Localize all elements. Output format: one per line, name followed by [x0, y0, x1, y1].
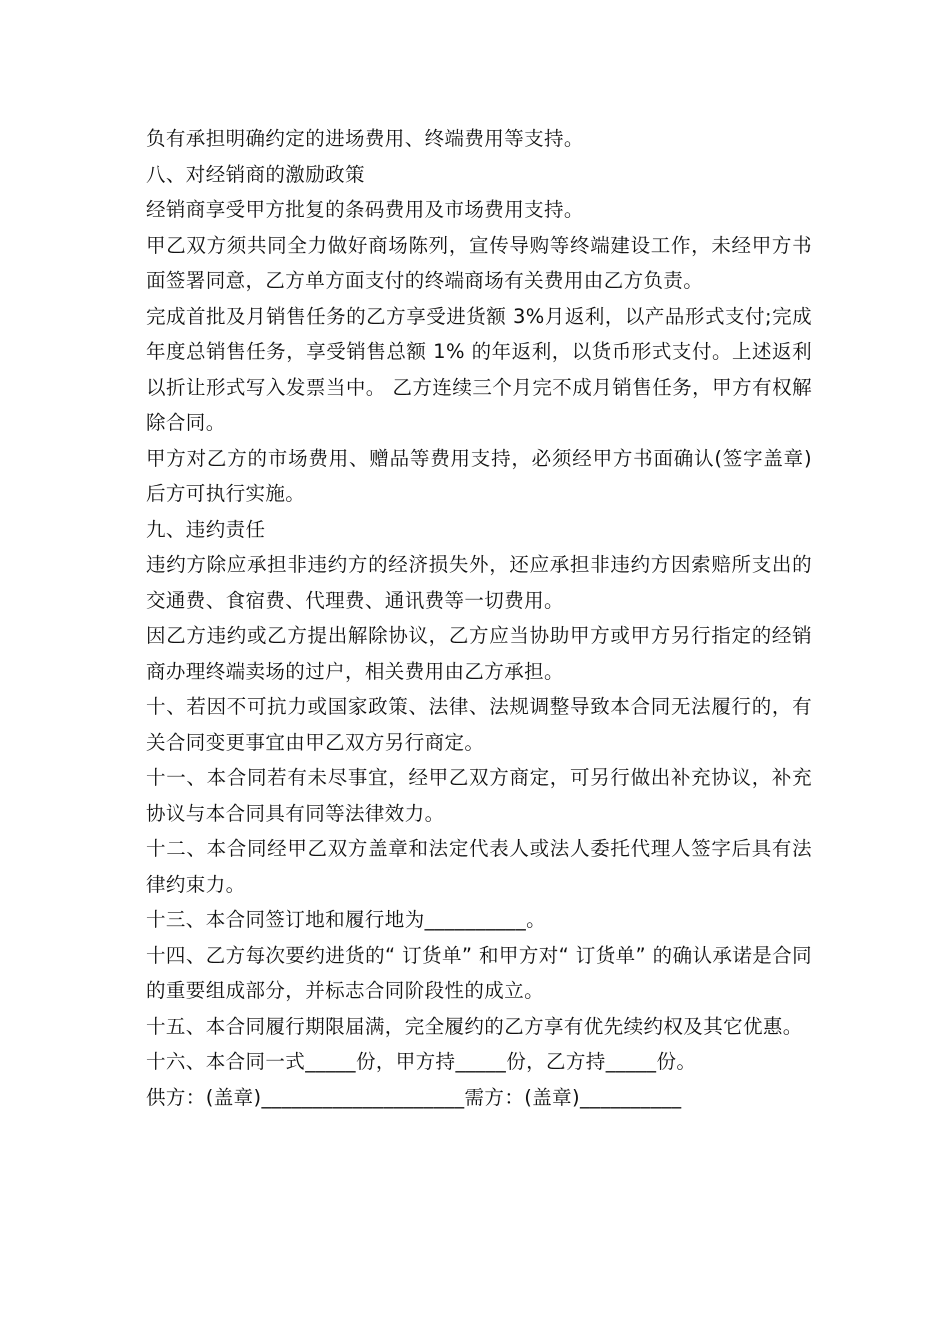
paragraph-rebates: 完成首批及月销售任务的乙方享受进货额 3%月返利，以产品形式支付;完成年度总销售任务，享受销售总额 1% 的年返利，以货币形式支付。上述返利以折让形式写入发票当中。 乙方连续三个月完不成月销售任务，甲方有权解除合同。 — [146, 304, 812, 434]
clause-order-form: 十四、乙方每次要约进货的“ 订货单” 和甲方对“ 订货单” 的确认承诺是合同的重要组成部分，并标志合同阶段性的成立。 — [146, 943, 812, 1002]
paragraph-store-display: 甲乙双方须共同全力做好商场陈列，宣传导购等终端建设工作，未经甲方书面签署同意，乙方单方面支付的终端商场有关费用由乙方负责。 — [146, 233, 812, 292]
clause-renewal-priority: 十五、本合同履行期限届满，完全履约的乙方享有优先续约权及其它优惠。 — [146, 1014, 803, 1038]
clause-signing-place: 十三、本合同签订地和履行地为__________。 — [146, 908, 547, 931]
paragraph-fee-support: 负有承担明确约定的进场费用、终端费用等支持。 — [146, 127, 584, 150]
section-heading-liability: 九、违约责任 — [146, 517, 266, 541]
clause-copies: 十六、本合同一式_____份，甲方持_____份，乙方持_____份。 — [146, 1050, 697, 1073]
section-heading-incentives: 八、对经销商的激励政策 — [146, 162, 365, 186]
clause-effectiveness: 十二、本合同经甲乙双方盖章和法定代表人或法人委托代理人签字后具有法律约束力。 — [146, 837, 812, 896]
clause-force-majeure: 十、若因不可抗力或国家政策、法律、法规调整导致本合同无法履行的，有关合同变更事宜由甲乙双方另行商定。 — [146, 695, 812, 754]
signature-line: 供方：(盖章)____________________需方：(盖章)__________ — [146, 1085, 682, 1109]
clause-supplementary-agreement: 十一、本合同若有未尽事宜，经甲乙双方商定，可另行做出补充协议，补充协议与本合同具有同等法律效力。 — [146, 766, 812, 825]
paragraph-market-fees-approval: 甲方对乙方的市场费用、赠品等费用支持，必须经甲方书面确认(签字盖章)后方可执行实施。 — [146, 446, 812, 505]
paragraph-barcode-fees: 经销商享受甲方批复的条码费用及市场费用支持。 — [146, 198, 584, 221]
paragraph-breach-costs: 违约方除应承担非违约方的经济损失外，还应承担非违约方因索赔所支出的交通费、食宿费、代理费、通讯费等一切费用。 — [146, 553, 812, 612]
paragraph-breach-transfer: 因乙方违约或乙方提出解除协议，乙方应当协助甲方或甲方另行指定的经销商办理终端卖场的过户，相关费用由乙方承担。 — [146, 624, 812, 683]
